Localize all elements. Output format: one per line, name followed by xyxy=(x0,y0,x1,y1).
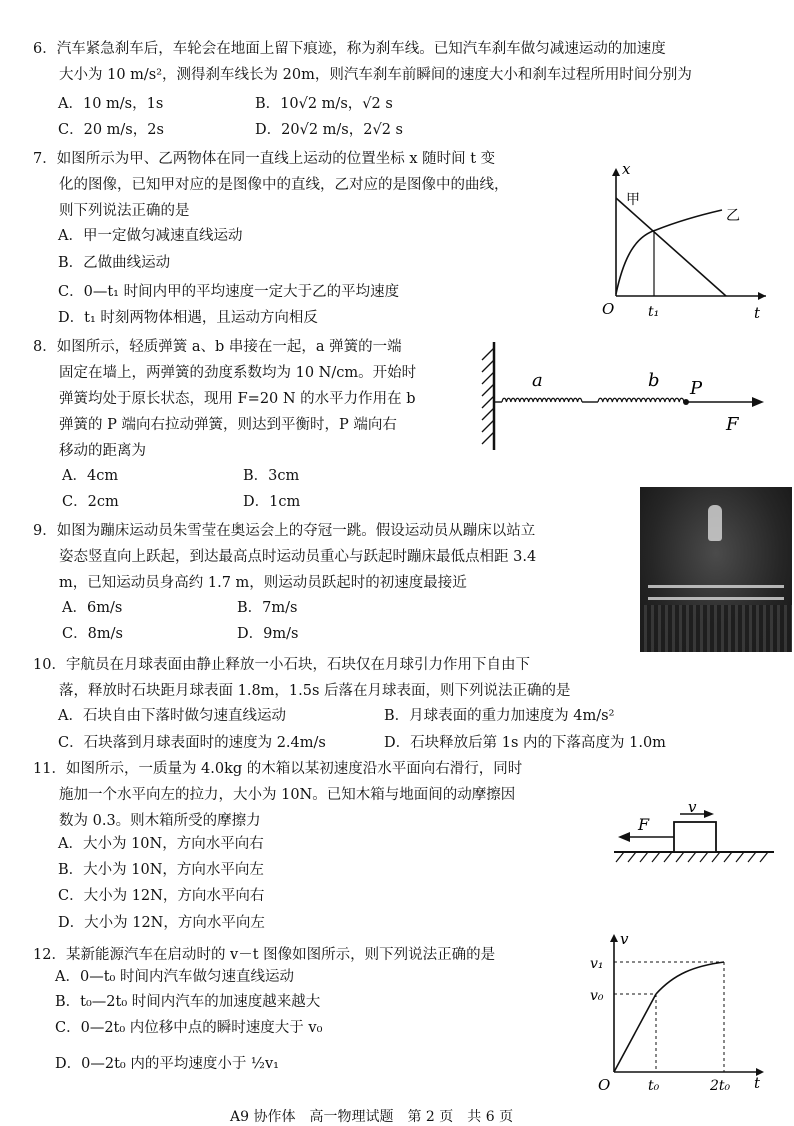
q7-x-label: x xyxy=(622,160,631,178)
q7-curve-yi xyxy=(616,210,722,294)
q9-option-d: D．9m/s xyxy=(237,626,299,642)
q12-v0-label: v₀ xyxy=(590,988,604,1004)
q11-velocity-arrow xyxy=(704,810,714,818)
trampoline-photo xyxy=(640,487,792,652)
q10-line2: 落，释放时石块距月球表面 1.8m，1.5s 后落在月球表面，则下列说法正确的是 xyxy=(59,683,571,699)
q7-jia-label: 甲 xyxy=(626,192,640,208)
q7-option-a: A．甲一定做匀减速直线运动 xyxy=(58,228,243,244)
q11-option-c: C．大小为 12N，方向水平向右 xyxy=(58,888,265,904)
q12-v-label: v xyxy=(620,930,629,948)
q11-option-d: D．大小为 12N，方向水平向左 xyxy=(58,915,265,931)
q7-line2: 化的图像，已知甲对应的是图像中的直线，乙对应的是图像中的曲线， xyxy=(59,177,509,193)
q10-option-a: A．石块自由下落时做匀速直线运动 xyxy=(58,708,286,724)
q7-t-label: t xyxy=(754,304,761,322)
q12-curve-segment xyxy=(656,962,724,994)
q7-origin-label: O xyxy=(602,300,615,318)
q7-line1: 7．如图所示为甲、乙两物体在同一直线上运动的位置坐标 x 随时间 t 变 xyxy=(33,151,496,167)
q11-line3: 数为 0.3。则木箱所受的摩擦力 xyxy=(59,813,261,829)
q12-v-arrow xyxy=(610,934,618,942)
q12-2t0-label: 2t₀ xyxy=(710,1078,731,1094)
q9-line2: 姿态竖直向上跃起，到达最高点时运动员重心与跃起时蹦床最低点相距 3.4 xyxy=(59,549,537,565)
q9-option-c: C．8m/s xyxy=(62,626,123,642)
q11-option-a: A．大小为 10N，方向水平向右 xyxy=(58,836,264,852)
q10-option-d: D．石块释放后第 1s 内的下落高度为 1.0m xyxy=(384,735,666,751)
q8-line2: 固定在墙上，两弹簧的劲度系数均为 10 N/cm。开始时 xyxy=(59,365,417,381)
q9-line3: m，已知运动员身高约 1.7 m，则运动员跃起时的初速度最接近 xyxy=(59,575,467,591)
q8-spring-diagram xyxy=(474,338,774,458)
photo-stripe-1 xyxy=(648,585,784,588)
q7-yi-label: 乙 xyxy=(726,208,740,224)
q7-x-arrow xyxy=(612,168,620,176)
question-9 xyxy=(33,518,536,596)
q7-line3: 则下列说法正确的是 xyxy=(59,203,190,219)
q6-option-d: D．20√2 m/s，2√2 s xyxy=(255,122,403,138)
q8-label-b: b xyxy=(648,370,660,391)
q8-label-p: P xyxy=(690,378,703,399)
q11-ground-hatch xyxy=(616,852,768,862)
q7-option-b: B．乙做曲线运动 xyxy=(58,255,171,271)
q9-option-b: B．7m/s xyxy=(237,600,298,616)
q8-force-arrow xyxy=(752,397,764,407)
q12-v1-label: v₁ xyxy=(590,956,604,972)
q12-line1: 12．某新能源汽车在启动时的 v－t 图像如图所示，则下列说法正确的是 xyxy=(33,947,496,963)
q8-spring-b xyxy=(598,398,684,402)
athlete-figure xyxy=(708,505,722,541)
q7-t-arrow xyxy=(758,292,766,300)
q12-option-b: B．t₀—2t₀ 时间内汽车的加速度越来越大 xyxy=(55,994,321,1010)
q11-line1: 11．如图所示，一质量为 4.0kg 的木箱以某初速度沿水平面向右滑行，同时 xyxy=(33,761,523,777)
q11-box-diagram xyxy=(610,804,780,870)
q7-t1-label: t₁ xyxy=(648,304,660,320)
q8-line1: 8．如图所示，轻质弹簧 a、b 串接在一起，a 弹簧的一端 xyxy=(33,339,402,355)
q12-vt-graph xyxy=(586,928,772,1096)
q6-option-a: A．10 m/s，1s xyxy=(58,96,164,112)
q11-force-arrow xyxy=(618,832,630,842)
photo-background xyxy=(640,605,792,652)
q12-origin-label: O xyxy=(598,1076,611,1094)
q6-line1: 6．汽车紧急刹车后，车轮会在地面上留下痕迹，称为刹车线。已知汽车刹车做匀减速运动的加速度 xyxy=(33,41,666,57)
q11-line2: 施加一个水平向左的拉力，大小为 10N。已知木箱与地面间的动摩擦因 xyxy=(59,787,516,803)
q10-option-c: C．石块落到月球表面时的速度为 2.4m/s xyxy=(58,735,326,751)
q8-option-c: C．2cm xyxy=(62,494,119,510)
q8-label-f: F xyxy=(726,414,739,435)
q8-option-d: D．1cm xyxy=(243,494,301,510)
q11-label-v: v xyxy=(688,804,697,816)
page-footer: A9 协作体 高一物理试题 第 2 页 共 6 页 xyxy=(230,1109,514,1125)
q8-option-a: A．4cm xyxy=(62,468,119,484)
q8-wall-hatch xyxy=(482,348,494,444)
question-11 xyxy=(33,756,522,834)
q11-option-b: B．大小为 10N，方向水平向左 xyxy=(58,862,264,878)
q12-option-d: D．0—2t₀ 内的平均速度小于 ½v₁ xyxy=(55,1056,279,1072)
question-7 xyxy=(33,146,509,224)
q11-label-f: F xyxy=(638,815,650,834)
q10-line1: 10．宇航员在月球表面由静止释放一小石块，石块仅在月球引力作用下自由下 xyxy=(33,657,530,673)
q6-option-b: B．10√2 m/s，√2 s xyxy=(255,96,393,112)
question-10 xyxy=(33,652,571,704)
q8-line3: 弹簧均处于原长状态，现用 F=20 N 的水平力作用在 b xyxy=(59,391,416,407)
question-6 xyxy=(33,36,692,88)
q7-xt-graph xyxy=(596,156,776,326)
q9-line1: 9．如图为蹦床运动员朱雪莹在奥运会上的夺冠一跳。假设运动员从蹦床以站立 xyxy=(33,523,536,539)
q12-t0-label: t₀ xyxy=(648,1078,660,1094)
q6-line2: 大小为 10 m/s²，测得刹车线长为 20m，则汽车刹车前瞬间的速度大小和刹车过程所用时间分别为 xyxy=(59,67,692,83)
question-8 xyxy=(33,334,416,464)
q12-option-a: A．0—t₀ 时间内汽车做匀速直线运动 xyxy=(55,969,294,985)
q8-line4: 弹簧的 P 端向右拉动弹簧，则达到平衡时，P 端向右 xyxy=(59,417,397,433)
photo-stripe-2 xyxy=(648,597,784,600)
q12-linear-segment xyxy=(614,994,656,1072)
q12-t-label: t xyxy=(754,1074,761,1092)
q9-option-a: A．6m/s xyxy=(62,600,123,616)
q7-option-d: D．t₁ 时刻两物体相遇，且运动方向相反 xyxy=(58,310,318,326)
q8-option-b: B．3cm xyxy=(243,468,300,484)
q6-option-c: C．20 m/s，2s xyxy=(58,122,164,138)
q7-option-c: C．0—t₁ 时间内甲的平均速度一定大于乙的平均速度 xyxy=(58,284,400,300)
q8-spring-a xyxy=(502,398,582,402)
q12-option-c: C．0—2t₀ 内位移中点的瞬时速度大于 v₀ xyxy=(55,1020,323,1036)
q8-line5: 移动的距离为 xyxy=(59,443,146,459)
q11-wooden-box xyxy=(674,822,716,852)
q10-option-b: B．月球表面的重力加速度为 4m/s² xyxy=(384,708,615,724)
q8-label-a: a xyxy=(532,370,543,391)
